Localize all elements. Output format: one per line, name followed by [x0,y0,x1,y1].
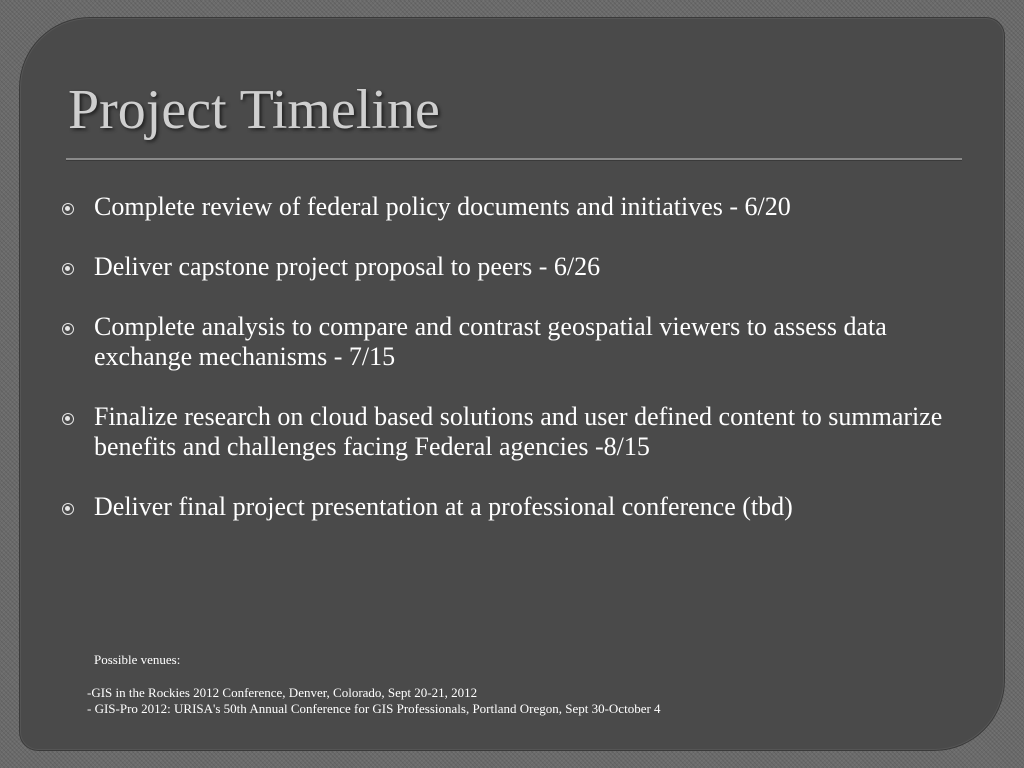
bullet-item [62,492,962,522]
title-divider [66,158,962,161]
bullet-item [62,252,962,282]
bullet-item [62,192,962,222]
bullet-text: Finalize research on cloud based solutions and user defined content to summarize benefits and challenges facing Federal agencies -8/15 [94,402,943,461]
bullet-list [62,192,962,552]
circled-dot-bullet-icon [62,503,74,515]
bullet-text: Deliver capstone project proposal to peers - 6/26 [94,252,601,281]
venue-item: -GIS in the Rockies 2012 Conference, Denver, Colorado, Sept 20-21, 2012 [87,685,478,700]
bullet-item [62,312,962,372]
bullet-item [62,402,962,462]
circled-dot-bullet-icon [62,203,74,215]
circled-dot-bullet-icon [62,263,74,275]
circled-dot-bullet-icon [62,413,74,425]
slide-title: Project Timeline [68,79,440,141]
bullet-text: Complete analysis to compare and contrast geospatial viewers to assess data exchange mechanisms - 7/15 [94,312,887,371]
venue-item: - GIS-Pro 2012: URISA's 50th Annual Conference for GIS Professionals, Portland Oregon, Sept 30-October 4 [87,701,661,716]
bullet-text: Deliver final project presentation at a professional conference (tbd) [94,492,793,521]
bullet-text: Complete review of federal policy documents and initiatives - 6/20 [94,192,791,221]
slide [20,18,1004,750]
circled-dot-bullet-icon [62,323,74,335]
venues-label: Possible venues: [94,652,181,667]
